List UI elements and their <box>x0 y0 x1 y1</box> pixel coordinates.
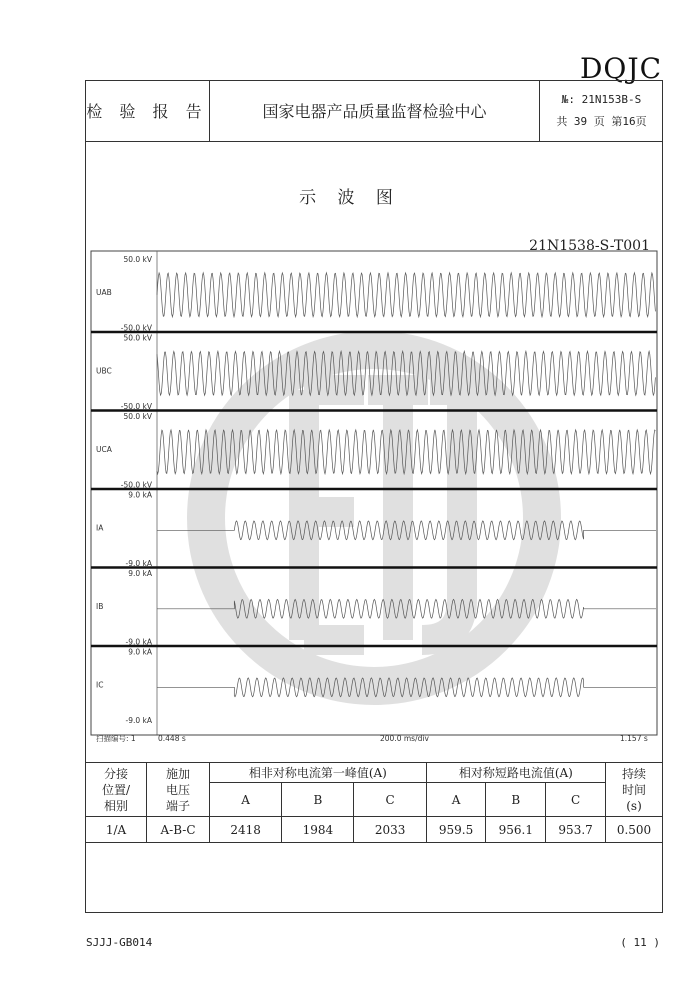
sub-header: B <box>282 783 354 817</box>
channel-scale-bottom: -9.0 kA <box>125 559 152 568</box>
sub-header: C <box>354 783 426 817</box>
cell-peak-c: 2033 <box>354 817 426 843</box>
cell-peak-b: 1984 <box>282 817 354 843</box>
scan-scale: 200.0 ms/div <box>380 734 429 743</box>
sub-header: A <box>210 783 282 817</box>
watermark-logo <box>206 350 542 686</box>
scan-label: 扫描编号: 1 <box>96 734 136 743</box>
sub-header: B <box>486 783 546 817</box>
cell-short-c: 953.7 <box>546 817 606 843</box>
header-duration: 持续 时间 (s) <box>606 763 663 817</box>
channel-name: IC <box>96 680 104 690</box>
cell-short-a: 959.5 <box>426 817 486 843</box>
channel-scale-top: 9.0 kA <box>128 490 152 500</box>
channel-scale-top: 9.0 kA <box>128 569 152 578</box>
cell-voltage: A-B-C <box>147 817 210 843</box>
sheet-number: ( 11 ) <box>620 936 660 949</box>
channel-scale-bottom: -50.0 kV <box>120 480 152 490</box>
oscillogram-grid <box>91 251 657 735</box>
cell-peak-a: 2418 <box>210 817 282 843</box>
channel-scale-bottom: -50.0 kV <box>120 323 152 333</box>
report-meta <box>540 80 663 141</box>
channel-scale-top: 50.0 kV <box>123 412 152 421</box>
sub-header: A <box>426 783 486 817</box>
page-title: 示 波 图 <box>299 188 401 208</box>
plot-border <box>91 251 657 735</box>
channel-name: UBC <box>96 366 112 376</box>
report-number: №: 21N153B-S <box>561 92 642 106</box>
report-header <box>85 80 663 142</box>
channel-scale-bottom: -9.0 kA <box>125 637 152 647</box>
sub-header: C <box>546 783 606 817</box>
header-peak: 相非对称电流第一峰值(A) <box>210 763 427 783</box>
oscillogram <box>90 250 658 746</box>
brand-mark: DQJC <box>579 52 662 85</box>
report-type: 检 验 报 告 <box>85 80 210 141</box>
channel-name: IA <box>96 523 104 533</box>
record-code: 21N1538-S-T001 <box>529 238 650 254</box>
results-table <box>85 762 663 843</box>
table-row <box>86 817 663 843</box>
institute-name: 国家电器产品质量监督检验中心 <box>210 80 540 141</box>
header-short: 相对称短路电流值(A) <box>426 763 605 783</box>
channel-name: IB <box>96 601 104 611</box>
header-voltage: 施加 电压 端子 <box>147 763 210 817</box>
page-count: 共 39 页 第16页 <box>556 114 647 128</box>
channel-scale-top: 50.0 kV <box>123 255 152 264</box>
cell-duration: 0.500 <box>606 817 663 843</box>
channel-scale-top: 50.0 kV <box>123 333 152 343</box>
header-position: 分接 位置/ 相别 <box>86 763 147 817</box>
channel-scale-bottom: -50.0 kV <box>120 402 152 411</box>
waveform-uab <box>157 273 655 317</box>
channel-scale-top: 9.0 kA <box>128 647 152 657</box>
form-code: SJJJ-GB014 <box>86 936 153 949</box>
cell-short-b: 956.1 <box>486 817 546 843</box>
scan-start: 0.448 s <box>158 734 186 743</box>
channel-scale-bottom: -9.0 kA <box>125 716 152 725</box>
channel-name: UAB <box>96 287 112 297</box>
channel-name: UCA <box>96 444 112 454</box>
cell-position: 1/A <box>86 817 147 843</box>
scan-end: 1.157 s <box>620 734 648 743</box>
